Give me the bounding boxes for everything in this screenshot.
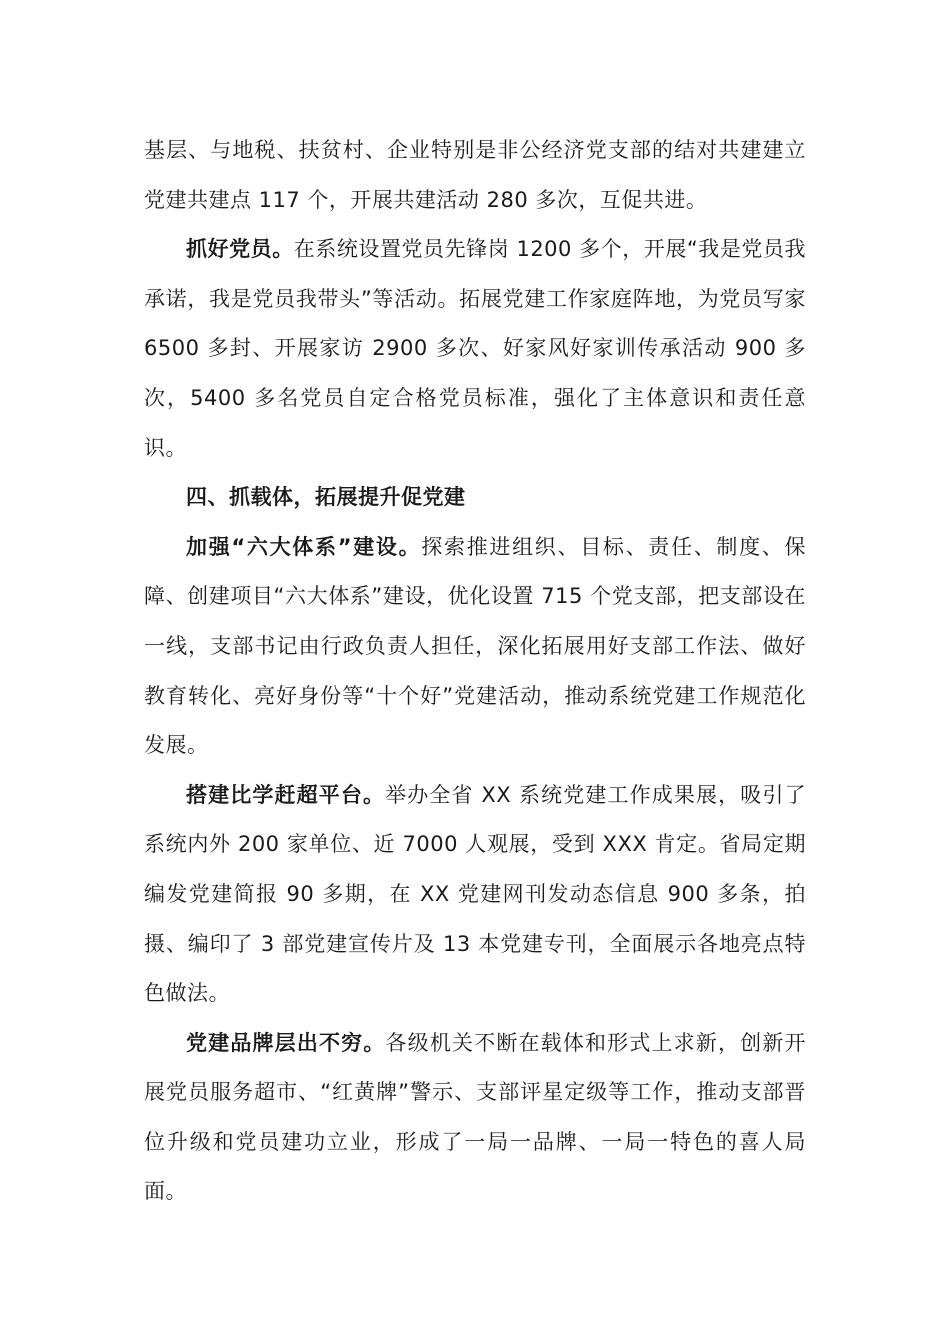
paragraph-text: 探索推进组织、目标、责任、制度、保障、创建项目“六大体系”建设，优化设置 715 个党支部，把支部设在一线，支部书记由行政负责人担任，深化拓展用好支部工作法、做好教育转化、亮好身份等“十个好”党建活动，推动系统党建工作规范化发展。 xyxy=(144,534,807,758)
paragraph-continued xyxy=(144,126,806,225)
paragraph-lead: 抓好党员。 xyxy=(186,237,294,262)
section-heading: 四、抓载体，拓展提升促党建 xyxy=(186,485,466,510)
document-body xyxy=(144,126,806,1217)
paragraph-text: 在系统设置党员先锋岗 1200 多个，开展“我是党员我承诺，我是党员我带头”等活动。拓展党建工作家庭阵地，为党员写家 6500 多封、开展家访 2900 多次、好家风好家训传承活动 900 多次，5400 多名党员自定合格党员标准，强化了主体意识和责任意识。 xyxy=(144,237,807,460)
paragraph-six-systems xyxy=(144,523,806,771)
paragraph-text: 各级机关不断在载体和形式上求新，创新开展党员服务超市、“红黄牌”警示、支部评星定级等工作，推动支部晋位升级和党员建功立业，形成了一局一品牌、一局一特色的喜人局面。 xyxy=(144,1030,806,1204)
paragraph-brand xyxy=(144,1019,806,1217)
paragraph-text: 基层、与地税、扶贫村、企业特别是非公经济党支部的结对共建建立党建共建点 117 个，开展共建活动 280 多次，互促共进。 xyxy=(144,138,806,212)
paragraph-platform xyxy=(144,771,806,1019)
paragraph-lead: 搭建比学赶超平台。 xyxy=(186,782,386,807)
paragraph-lead: 加强“六大体系”建设。 xyxy=(186,534,422,559)
paragraph-party-members xyxy=(144,225,806,473)
paragraph-lead: 党建品牌层出不穷。 xyxy=(186,1030,386,1055)
paragraph-text: 举办全省 XX 系统党建工作成果展，吸引了系统内外 200 家单位、近 7000 人观展，受到 XXX 肯定。省局定期编发党建简报 90 多期，在 XX 党建网刊发动态信息 900 多条，拍摄、编印了 3 部党建宣传片及 13 本党建专刊，全面展示各地亮点特色做法。 xyxy=(144,782,806,1006)
